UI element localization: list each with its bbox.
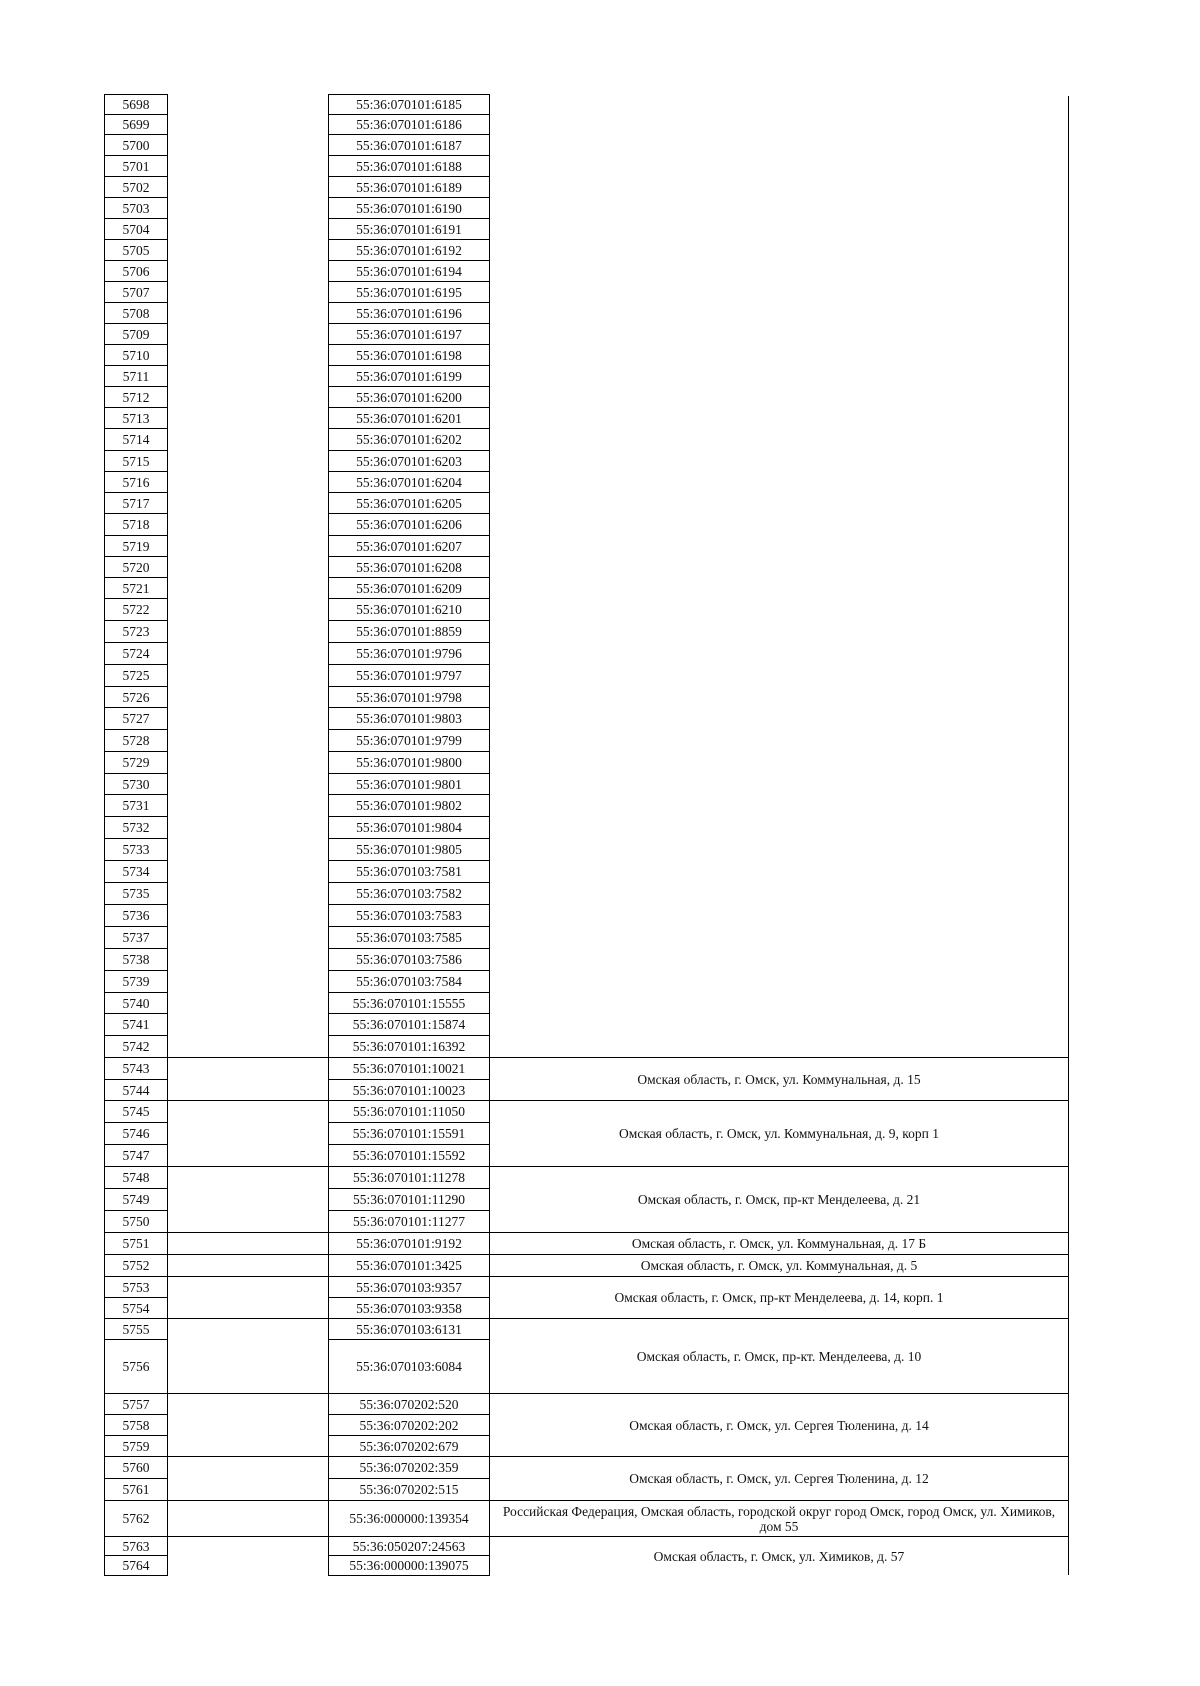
- row-number: 5745: [104, 1100, 168, 1123]
- row-number: 5753: [104, 1276, 168, 1298]
- address-cell: Омская область, г. Омск, ул. Коммунальная, д. 15: [490, 1057, 1068, 1100]
- row-number: 5702: [104, 176, 168, 198]
- address-cell: Омская область, г. Омск, пр-кт. Менделеева, д. 10: [490, 1318, 1068, 1393]
- cadastral-number: 55:36:070101:6210: [328, 598, 490, 621]
- cadastral-number: 55:36:070101:6201: [328, 407, 490, 429]
- row-number: 5712: [104, 386, 168, 408]
- cadastral-number: 55:36:070202:515: [328, 1478, 490, 1501]
- group-divider: [168, 1232, 328, 1233]
- cadastral-number: 55:36:050207:24563: [328, 1536, 490, 1556]
- cadastral-number: 55:36:070101:6192: [328, 239, 490, 261]
- row-number: 5739: [104, 970, 168, 993]
- cadastral-number: 55:36:070101:9796: [328, 642, 490, 665]
- cadastral-number: 55:36:070101:6187: [328, 134, 490, 156]
- row-number: 5762: [104, 1500, 168, 1537]
- table-right-border: [1068, 96, 1069, 1575]
- address-cell: Российская Федерация, Омская область, городской округ город Омск, город Омск, ул. Химиков, дом 55: [490, 1500, 1068, 1536]
- cadastral-number: 55:36:070101:8859: [328, 620, 490, 643]
- cadastral-number: 55:36:070202:202: [328, 1414, 490, 1436]
- row-number: 5715: [104, 450, 168, 472]
- group-divider: [168, 1166, 328, 1167]
- group-divider: [168, 1393, 328, 1394]
- row-number: 5756: [104, 1339, 168, 1394]
- row-number: 5717: [104, 492, 168, 514]
- cadastral-number: 55:36:070103:7584: [328, 970, 490, 993]
- cadastral-number: 55:36:070101:6198: [328, 344, 490, 366]
- row-number: 5707: [104, 281, 168, 303]
- cadastral-number: 55:36:070101:11277: [328, 1210, 490, 1233]
- cadastral-number: 55:36:070202:520: [328, 1393, 490, 1415]
- cadastral-number: 55:36:070101:6208: [328, 556, 490, 578]
- row-number: 5751: [104, 1232, 168, 1255]
- address-cell: Омская область, г. Омск, пр-кт Менделеева, д. 21: [490, 1166, 1068, 1232]
- row-number: 5759: [104, 1435, 168, 1457]
- cadastral-number: 55:36:070101:6197: [328, 323, 490, 345]
- cadastral-number: 55:36:070103:7581: [328, 860, 490, 883]
- row-number: 5752: [104, 1254, 168, 1277]
- cadastral-number: 55:36:070202:679: [328, 1435, 490, 1457]
- row-number: 5732: [104, 816, 168, 839]
- cadastral-number: 55:36:070101:6195: [328, 281, 490, 303]
- row-number: 5704: [104, 218, 168, 240]
- row-number: 5761: [104, 1478, 168, 1501]
- cadastral-number: 55:36:070101:6203: [328, 450, 490, 472]
- row-number: 5698: [104, 94, 168, 115]
- cadastral-number: 55:36:070101:15874: [328, 1013, 490, 1036]
- address-cell: Омская область, г. Омск, ул. Коммунальная, д. 9, корп 1: [490, 1100, 1068, 1166]
- cadastral-number: 55:36:070101:15592: [328, 1144, 490, 1167]
- row-number: 5730: [104, 773, 168, 795]
- row-number: 5722: [104, 598, 168, 621]
- cadastral-number: 55:36:070101:6202: [328, 428, 490, 451]
- row-number: 5709: [104, 323, 168, 345]
- row-number: 5748: [104, 1166, 168, 1189]
- address-cell: Омская область, г. Омск, пр-кт Менделеева, д. 14, корп. 1: [490, 1276, 1068, 1318]
- row-number: 5705: [104, 239, 168, 261]
- row-number: 5733: [104, 838, 168, 861]
- cadastral-number: 55:36:000000:139354: [328, 1500, 490, 1537]
- cadastral-number: 55:36:070101:6189: [328, 176, 490, 198]
- cadastral-number: 55:36:070101:6204: [328, 471, 490, 493]
- row-number: 5711: [104, 365, 168, 387]
- address-cell: Омская область, г. Омск, ул. Коммунальная, д. 17 Б: [490, 1232, 1068, 1254]
- cadastral-number: 55:36:070101:11050: [328, 1100, 490, 1123]
- cadastral-number: 55:36:070202:359: [328, 1456, 490, 1479]
- row-number: 5734: [104, 860, 168, 883]
- group-divider: [168, 1318, 328, 1319]
- cadastral-number: 55:36:070103:6131: [328, 1318, 490, 1340]
- cadastral-number: 55:36:070101:10021: [328, 1057, 490, 1080]
- row-number: 5724: [104, 642, 168, 665]
- cadastral-number: 55:36:070101:9798: [328, 686, 490, 708]
- row-number: 5713: [104, 407, 168, 429]
- cadastral-number: 55:36:070101:6206: [328, 513, 490, 536]
- cadastral-number: 55:36:070101:6185: [328, 94, 490, 115]
- row-number: 5708: [104, 302, 168, 324]
- cadastral-number: 55:36:070101:6190: [328, 197, 490, 219]
- cadastral-number: 55:36:070103:9358: [328, 1297, 490, 1319]
- cadastral-number: 55:36:070103:9357: [328, 1276, 490, 1298]
- cadastral-number: 55:36:070101:9801: [328, 773, 490, 795]
- row-number: 5719: [104, 535, 168, 557]
- cadastral-number: 55:36:070101:16392: [328, 1035, 490, 1058]
- row-number: 5755: [104, 1318, 168, 1340]
- cadastral-number: 55:36:070101:3425: [328, 1254, 490, 1277]
- cadastral-number: 55:36:070101:6200: [328, 386, 490, 408]
- row-number: 5763: [104, 1536, 168, 1556]
- address-cell: Омская область, г. Омск, ул. Коммунальная, д. 5: [490, 1254, 1068, 1276]
- row-number: 5750: [104, 1210, 168, 1233]
- cadastral-number: 55:36:070101:11278: [328, 1166, 490, 1189]
- row-number: 5758: [104, 1414, 168, 1436]
- row-number: 5725: [104, 664, 168, 687]
- row-number: 5749: [104, 1188, 168, 1211]
- row-number: 5747: [104, 1144, 168, 1167]
- row-number: 5754: [104, 1297, 168, 1319]
- row-number: 5723: [104, 620, 168, 643]
- cadastral-number: 55:36:070103:6084: [328, 1339, 490, 1394]
- row-number: 5727: [104, 707, 168, 730]
- row-number: 5726: [104, 686, 168, 708]
- cadastral-number: 55:36:070101:9800: [328, 751, 490, 774]
- cadastral-number: 55:36:070101:6194: [328, 260, 490, 282]
- group-divider: [168, 1456, 328, 1457]
- cadastral-number: 55:36:070101:9797: [328, 664, 490, 687]
- address-cell: Омская область, г. Омск, ул. Химиков, д. 57: [490, 1536, 1068, 1575]
- group-divider: [168, 1254, 328, 1255]
- row-number: 5746: [104, 1122, 168, 1145]
- row-number: 5764: [104, 1555, 168, 1576]
- address-cell: Омская область, г. Омск, ул. Сергея Тюленина, д. 12: [490, 1456, 1068, 1500]
- cadastral-number: 55:36:000000:139075: [328, 1555, 490, 1576]
- row-number: 5710: [104, 344, 168, 366]
- group-divider: [168, 1057, 328, 1058]
- cadastral-number: 55:36:070101:9803: [328, 707, 490, 730]
- cadastral-number: 55:36:070101:6188: [328, 155, 490, 177]
- cadastral-number: 55:36:070103:7583: [328, 904, 490, 927]
- cadastral-number: 55:36:070101:6199: [328, 365, 490, 387]
- cadastral-number: 55:36:070101:9802: [328, 794, 490, 817]
- row-number: 5718: [104, 513, 168, 536]
- group-divider: [168, 1276, 328, 1277]
- cadastral-number: 55:36:070103:7585: [328, 926, 490, 949]
- row-number: 5720: [104, 556, 168, 578]
- group-divider: [168, 1500, 328, 1501]
- address-cell: Омская область, г. Омск, ул. Сергея Тюленина, д. 14: [490, 1393, 1068, 1456]
- row-number: 5714: [104, 428, 168, 451]
- row-number: 5741: [104, 1013, 168, 1036]
- row-number: 5703: [104, 197, 168, 219]
- cadastral-number: 55:36:070101:6205: [328, 492, 490, 514]
- cadastral-number: 55:36:070101:9804: [328, 816, 490, 839]
- cadastral-number: 55:36:070101:9192: [328, 1232, 490, 1255]
- cadastral-number: 55:36:070101:9805: [328, 838, 490, 861]
- row-number: 5699: [104, 114, 168, 135]
- row-number: 5701: [104, 155, 168, 177]
- cadastral-number: 55:36:070101:15555: [328, 992, 490, 1014]
- cadastral-number: 55:36:070101:6186: [328, 114, 490, 135]
- row-number: 5744: [104, 1079, 168, 1101]
- cadastral-number: 55:36:070101:6196: [328, 302, 490, 324]
- cadastral-number: 55:36:070101:10023: [328, 1079, 490, 1101]
- row-number: 5731: [104, 794, 168, 817]
- row-number: 5735: [104, 882, 168, 905]
- row-number: 5700: [104, 134, 168, 156]
- row-number: 5706: [104, 260, 168, 282]
- row-number: 5737: [104, 926, 168, 949]
- group-divider: [168, 1536, 328, 1537]
- cadastral-number: 55:36:070101:6207: [328, 535, 490, 557]
- cadastral-number: 55:36:070101:15591: [328, 1122, 490, 1145]
- row-number: 5740: [104, 992, 168, 1014]
- row-number: 5729: [104, 751, 168, 774]
- row-number: 5721: [104, 577, 168, 599]
- cadastral-number: 55:36:070101:9799: [328, 729, 490, 752]
- cadastral-number: 55:36:070101:11290: [328, 1188, 490, 1211]
- row-number: 5757: [104, 1393, 168, 1415]
- cadastral-number: 55:36:070101:6209: [328, 577, 490, 599]
- row-number: 5728: [104, 729, 168, 752]
- cadastral-number: 55:36:070103:7586: [328, 948, 490, 971]
- row-number: 5738: [104, 948, 168, 971]
- row-number: 5760: [104, 1456, 168, 1479]
- row-number: 5716: [104, 471, 168, 493]
- group-divider: [168, 1100, 328, 1101]
- cadastral-number: 55:36:070103:7582: [328, 882, 490, 905]
- row-number: 5736: [104, 904, 168, 927]
- row-number: 5743: [104, 1057, 168, 1080]
- row-number: 5742: [104, 1035, 168, 1058]
- cadastral-number: 55:36:070101:6191: [328, 218, 490, 240]
